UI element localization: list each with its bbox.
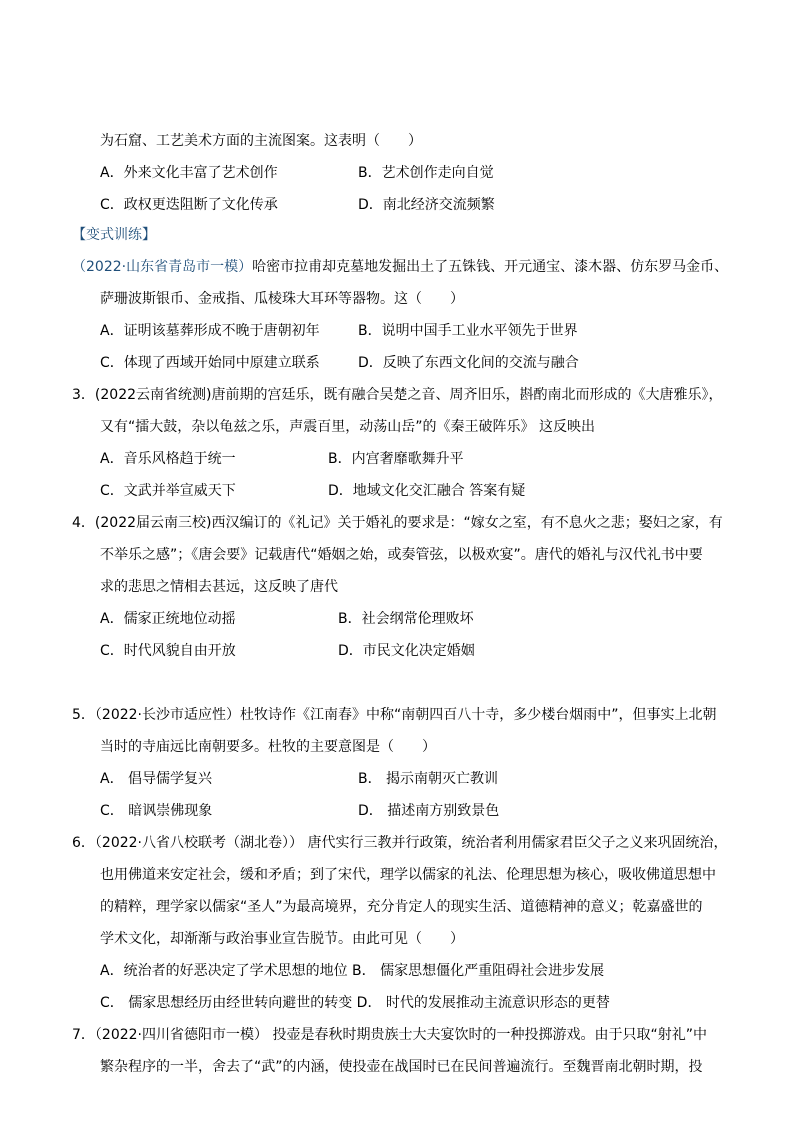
variant-source: （2022·山东省青岛市一模） (72, 259, 253, 275)
q5-number: 5． (72, 707, 95, 723)
q5-stem-line2: 当时的寺庙远比南朝要多。杜牧的主要意图是（ ） (100, 739, 436, 755)
q4-stem-line3: 求的悲思之情相去甚远，这反映了唐代 (100, 579, 338, 595)
q6-stem-line3: 的精粹，理学家以儒家“圣人”为最高境界，充分肯定人的现实生活、道德精神的意义；乾嘉盛世的 (100, 899, 703, 915)
q6-stem-line2: 也用佛道来安定社会，缓和矛盾；到了宋代，理学以儒家的礼法、伦理思想为核心，吸收佛道思想中 (100, 867, 716, 883)
q5-option-d[interactable]: D． 描述南方别致景色 (358, 803, 500, 819)
q5-stem-line1 (72, 705, 717, 725)
q6-stem-line1 (72, 833, 727, 853)
q5-option-a[interactable]: A． 倡导儒学复兴 (100, 771, 213, 787)
q3-number: 3． (72, 387, 95, 403)
q4-source: (2022届云南三校) (94, 515, 212, 531)
q6-source: （2022·八省八校联考（湖北卷）） (94, 835, 304, 851)
q4-stem-line1 (72, 513, 723, 533)
q3-option-b[interactable]: B．内宫奢靡歌舞升平 (328, 451, 464, 467)
q6-number: 6． (72, 835, 95, 851)
q7-stem-line1 (72, 1025, 707, 1045)
q2-option-b[interactable]: B．艺术创作走向自觉 (358, 165, 494, 181)
q2-stem-last: 为石窟、工艺美术方面的主流图案。这表明（ ） (100, 133, 422, 149)
q3-option-d[interactable]: D．地域文化交汇融合 答案有疑 (328, 483, 526, 499)
variant-option-c[interactable]: C．体现了西域开始同中原建立联系 (100, 355, 320, 371)
q4-option-a[interactable]: A．儒家正统地位动摇 (100, 611, 236, 627)
variant-stem-line1 (72, 257, 728, 277)
q4-option-b[interactable]: B．社会纲常伦理败坏 (338, 611, 474, 627)
q2-option-d[interactable]: D．南北经济交流频繁 (358, 197, 495, 213)
variant-option-b[interactable]: B．说明中国手工业水平领先于世界 (358, 323, 578, 339)
variant-stem-line2: 萨珊波斯银币、金戒指、瓜棱珠大耳环等器物。这（ ） (100, 291, 464, 307)
variant-heading: 【变式训练】 (72, 227, 156, 243)
q6-options-ab[interactable]: A．统治者的好恶决定了学术思想的地位 B． 儒家思想僵化严重阻碍社会进步发展 (100, 963, 605, 979)
q3-stem-text1: 唐前期的宫廷乐，既有融合吴楚之音、周齐旧乐，斟酌南北而形成的《大唐雅乐》， (211, 387, 723, 403)
variant-option-a[interactable]: A．证明该墓葬形成不晚于唐朝初年 (100, 323, 320, 339)
q4-option-d[interactable]: D．市民文化决定婚姻 (338, 643, 475, 659)
q5-option-b[interactable]: B． 揭示南朝灭亡教训 (358, 771, 499, 787)
q4-number: 4． (72, 515, 95, 531)
q6-stem-line4: 学术文化，却渐渐与政治事业宣告脱节。由此可见（ ） (100, 931, 464, 947)
q5-source: （2022·长沙市适应性） (94, 707, 241, 723)
variant-stem-text1: 哈密市拉甫却克墓地发掘出土了五铢钱、开元通宝、漆木器、仿东罗马金币、 (252, 259, 729, 275)
q3-stem-line2: 又有“擂大鼓，杂以龟兹之乐，声震百里，动荡山岳”的《秦王破阵乐》 这反映出 (100, 419, 595, 435)
q2-option-c[interactable]: C．政权更迭阻断了文化传承 (100, 197, 278, 213)
q6-stem-text1: 唐代实行三教并行政策，统治者利用儒家君臣父子之义来巩固统治， (303, 835, 728, 851)
variant-option-d[interactable]: D．反映了东西文化间的交流与融合 (358, 355, 579, 371)
q4-stem-text1: 西汉编订的《礼记》关于婚礼的要求是：“嫁女之室，有不息火之悲；娶妇之家，有 (211, 515, 723, 531)
q3-source: (2022云南省统测) (94, 387, 212, 403)
q3-option-a[interactable]: A．音乐风格趋于统一 (100, 451, 236, 467)
q3-option-c[interactable]: C．文武并举宣威天下 (100, 483, 236, 499)
q7-stem-text1: 投壶是春秋时期贵族士大夫宴饮时的一种投掷游戏。由于只取“射礼”中 (268, 1027, 707, 1043)
q5-stem-text1: 杜牧诗作《江南春》中称“南朝四百八十寺，多少楼台烟雨中”，但事实上北朝 (240, 707, 717, 723)
q6-options-cd[interactable]: C． 儒家思想经历由经世转向避世的转变 D． 时代的发展推动主流意识形态的更替 (100, 995, 610, 1011)
q7-stem-line2: 繁杂程序的一半，舍去了“武”的内涵，使投壶在战国时已在民间普遍流行。至魏晋南北朝时期，投 (100, 1059, 703, 1075)
q4-stem-line2: 不举乐之感”；《唐会要》记载唐代“婚姻之始，或奏管弦，以极欢宴”。唐代的婚礼与汉代礼书中要 (100, 547, 703, 563)
q5-option-c[interactable]: C． 暗讽崇佛现象 (100, 803, 213, 819)
q2-option-a[interactable]: A．外来文化丰富了艺术创作 (100, 165, 278, 181)
q7-number: 7． (72, 1027, 95, 1043)
q7-source: （2022·四川省德阳市一模） (94, 1027, 269, 1043)
q3-stem-line1 (72, 385, 722, 405)
q4-option-c[interactable]: C．时代风貌自由开放 (100, 643, 236, 659)
